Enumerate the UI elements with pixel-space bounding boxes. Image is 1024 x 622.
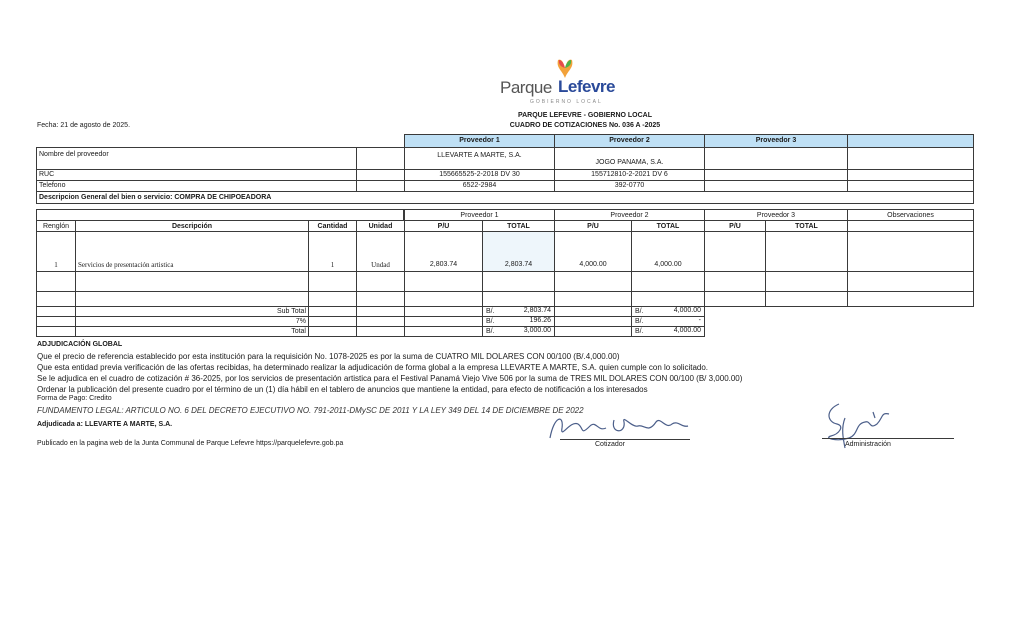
empty-cell xyxy=(308,291,357,307)
empty-cell xyxy=(765,271,848,292)
col-cantidad: Cantidad xyxy=(308,220,357,232)
blank-cell xyxy=(356,147,405,170)
col-unidad: Unidad xyxy=(356,220,405,232)
p2-tax-currency: B/. xyxy=(631,316,705,327)
empty-cell xyxy=(36,326,76,337)
item-renglon: 1 xyxy=(36,231,76,272)
row-label-telefono: Telefono xyxy=(36,180,357,192)
col-p2-pu: P/U xyxy=(554,220,632,232)
logo xyxy=(500,56,640,106)
items-provider2-header: Proveedor 2 xyxy=(554,209,705,221)
col-p1-total: TOTAL xyxy=(482,220,555,232)
empty-cell xyxy=(404,271,483,292)
adjudicacion-line-3: Se le adjudica en el cuadro de cotización # 36-2025, por los servicios de presentación artistica para el Festival Panamá Viejo Vive 506 por la suma de TRES MIL DOLARES CON 00/100 (B/ 3,000.00) xyxy=(37,374,743,383)
col-p3-total: TOTAL xyxy=(765,220,848,232)
item-descripcion: Servicios de presentación artistica xyxy=(75,231,309,272)
p1-total-value: 3,000.00 xyxy=(523,327,551,334)
item-p1-pu: 2,803.74 xyxy=(404,231,483,272)
adjudicacion-line-4: Ordenar la publicación del presente cuadro por el término de un (1) día hábil en el tablero de anuncios que mantiene la entidad, para efecto de notificación a los interesados xyxy=(37,385,648,394)
item-p3-pu xyxy=(704,231,766,272)
provider2-header: Proveedor 2 xyxy=(554,134,705,148)
forma-de-pago: Forma de Pago: Credito xyxy=(37,395,112,402)
p2-total-value: 4,000.00 xyxy=(673,327,701,334)
p1-tax-currency: B/. xyxy=(482,316,555,327)
row-label-ruc: RUC xyxy=(36,169,357,181)
p2-tax-value: - xyxy=(698,317,701,324)
empty-cell xyxy=(75,271,309,292)
empty-cell xyxy=(356,291,405,307)
row-label-nombre: Nombre del proveedor xyxy=(36,147,357,170)
logo-tagline: GOBIERNO LOCAL xyxy=(530,99,603,105)
empty-cell xyxy=(704,271,766,292)
publicado-en: Publicado en la pagina web de la Junta Communal de Parque Lefevre https://parquelefevre.gob.pa xyxy=(37,440,344,447)
col-p1-pu: P/U xyxy=(404,220,483,232)
empty-cell xyxy=(482,271,555,292)
subtotal-label: Sub Total xyxy=(75,306,309,317)
p1-total-currency: B/. xyxy=(482,326,555,337)
document-date: Fecha: 21 de agosto de 2025. xyxy=(37,122,131,129)
extra-name xyxy=(847,147,974,170)
adjudicada-a: Adjudicada a: LLEVARTE A MARTE, S.A. xyxy=(37,421,173,428)
items-provider1-header: Proveedor 1 xyxy=(404,209,555,221)
provider3-header: Proveedor 3 xyxy=(704,134,848,148)
logo-word-lefevre: Lefevre xyxy=(558,77,615,96)
col-descripcion: Descripción xyxy=(75,220,309,232)
p2-subtotal-currency: B/. xyxy=(631,306,705,317)
empty-cell xyxy=(631,271,705,292)
p1-subtotal-value: 2,803.74 xyxy=(523,307,551,314)
provider2-name: JOGO PANAMA, S.A. xyxy=(554,147,705,170)
empty-cell xyxy=(356,271,405,292)
col-renglon: Renglón xyxy=(36,220,76,232)
empty-cell xyxy=(404,291,483,307)
provider1-ruc: 155665525-2-2018 DV 30 xyxy=(404,169,555,181)
items-provider3-header: Proveedor 3 xyxy=(704,209,848,221)
provider-extra-header xyxy=(847,134,974,148)
empty-cell xyxy=(554,291,632,307)
empty-cell xyxy=(847,271,974,292)
empty-cell xyxy=(631,291,705,307)
provider1-header: Proveedor 1 xyxy=(404,134,555,148)
administracion-signature xyxy=(815,398,905,458)
provider1-phone: 6522-2984 xyxy=(404,180,555,192)
observaciones-header: Observaciones xyxy=(847,209,974,221)
item-p1-total: 2,803.74 xyxy=(482,231,555,272)
empty-cell xyxy=(482,291,555,307)
item-p2-total: 4,000.00 xyxy=(631,231,705,272)
empty-cell xyxy=(554,326,632,337)
document-title: CUADRO DE COTIZACIONES No. 036 A -2025 xyxy=(509,122,661,129)
empty-cell xyxy=(36,271,76,292)
empty-cell xyxy=(75,291,309,307)
empty-cell xyxy=(704,291,766,307)
col-p2-total: TOTAL xyxy=(631,220,705,232)
empty-cell xyxy=(356,326,405,337)
adjudicacion-line-1: Que el precio de referencia establecido por esta institución para la requisición No. 1078-2025 es por la suma de CUATRO MIL DOLARES CON 00/100 (B/.4,000.00) xyxy=(37,352,620,361)
total-label: Total xyxy=(75,326,309,337)
cotizador-label: Cotizador xyxy=(595,441,625,448)
general-description: Descripcion General del bien o servicio: COMPRA DE CHIPOEADORA xyxy=(36,191,974,204)
empty-cell xyxy=(847,291,974,307)
col-p3-pu: P/U xyxy=(704,220,766,232)
empty-cell xyxy=(554,271,632,292)
provider2-ruc: 155712810-2-2021 DV 6 xyxy=(554,169,705,181)
administracion-signature-line xyxy=(822,438,954,439)
p2-total-currency: B/. xyxy=(631,326,705,337)
p1-subtotal-currency: B/. xyxy=(482,306,555,317)
org-name: PARQUE LEFEVRE - GOBIERNO LOCAL xyxy=(517,112,653,119)
provider3-name xyxy=(704,147,848,170)
administracion-label: Administración xyxy=(845,441,891,448)
fundamento-legal: FUNDAMENTO LEGAL: ARTICULO NO. 6 DEL DECRETO EJECUTIVO NO. 791-2011-DMySC DE 2011 Y LA LEY 349 DEL 14 DE DICIEMBRE DE 2022 xyxy=(37,406,584,415)
logo-word-parque: Parque xyxy=(500,78,552,97)
p2-subtotal-value: 4,000.00 xyxy=(673,307,701,314)
provider1-name: LLEVARTE A MARTE, S.A. xyxy=(404,147,555,170)
item-p2-pu: 4,000.00 xyxy=(554,231,632,272)
empty-cell xyxy=(765,291,848,307)
item-p3-total xyxy=(765,231,848,272)
item-observaciones xyxy=(847,231,974,272)
empty-cell xyxy=(308,326,357,337)
p1-tax-value: 196.26 xyxy=(529,317,551,324)
empty-cell xyxy=(36,291,76,307)
empty-cell xyxy=(308,271,357,292)
adjudicacion-line-2: Que esta entidad previa verificación de las ofertas recibidas, ha determinado realizar la adjudicación de forma global a la empresa LLEVARTE A MARTE, S.A. quien cumple con lo solicitado. xyxy=(37,363,709,372)
cotizador-signature-line xyxy=(560,439,690,440)
item-cantidad: 1 xyxy=(308,231,357,272)
tax-label: 7% xyxy=(75,316,309,327)
empty-cell xyxy=(404,326,483,337)
item-unidad: Undad xyxy=(356,231,405,272)
adjudicacion-title: ADJUDICACIÓN GLOBAL xyxy=(37,341,123,348)
provider2-phone: 392-0770 xyxy=(554,180,705,192)
